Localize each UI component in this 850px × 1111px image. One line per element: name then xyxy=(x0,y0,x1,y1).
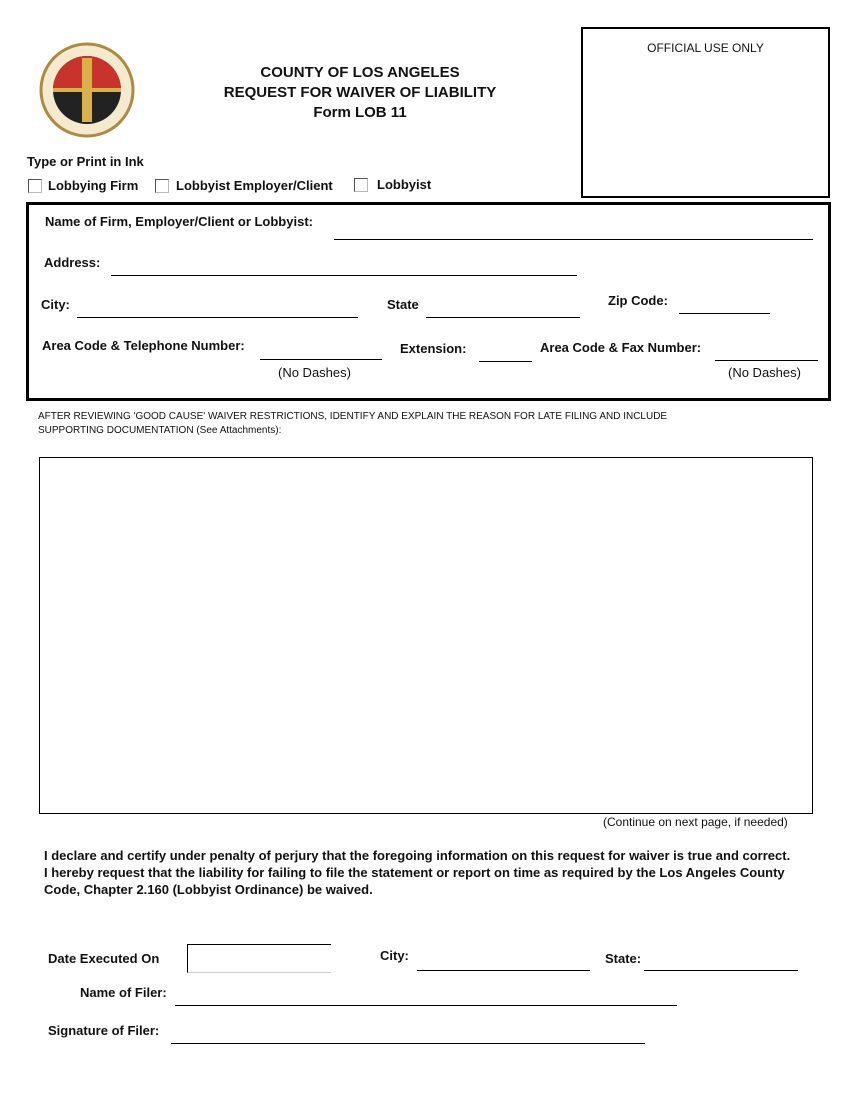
phone-hint: (No Dashes) xyxy=(278,365,351,380)
instructions: Type or Print in Ink xyxy=(27,154,144,169)
sig-city-field[interactable] xyxy=(417,970,590,971)
phone-field[interactable] xyxy=(260,359,382,360)
sig-city-label: City: xyxy=(380,948,409,963)
filer-info-box xyxy=(26,202,831,401)
address-label: Address: xyxy=(44,255,101,270)
county-seal-logo xyxy=(38,42,136,138)
continue-note: (Continue on next page, if needed) xyxy=(603,815,788,829)
explanation-textarea[interactable] xyxy=(39,457,813,814)
explain-line-2: SUPPORTING DOCUMENTATION (See Attachments): xyxy=(38,425,282,436)
checkbox-lobbyist[interactable] xyxy=(354,178,368,192)
signature-label: Signature of Filer: xyxy=(48,1023,160,1038)
signature-field[interactable] xyxy=(171,1043,645,1044)
explain-line-1: AFTER REVIEWING 'GOOD CAUSE' WAIVER RESTRICTIONS, IDENTIFY AND EXPLAIN THE REASON FOR LATE FILING AND INCLUDE xyxy=(38,411,668,422)
declaration-text: I declare and certify under penalty of perjury that the foregoing information on this request for waiver is true and correct. I hereby request that the liability for failing to file the statement or report on time as required by the Los Angeles County Code, Chapter 2.160 (Lobbyist Ordinance) be waived. xyxy=(44,848,791,897)
fax-field[interactable] xyxy=(715,360,818,361)
checkbox-label: Lobbyist Employer/Client xyxy=(176,178,333,193)
city-field[interactable] xyxy=(77,317,358,318)
extension-field[interactable] xyxy=(479,361,532,362)
sig-state-label: State: xyxy=(605,951,642,966)
fax-label: Area Code & Fax Number: xyxy=(540,340,702,355)
state-field[interactable] xyxy=(426,317,580,318)
official-use-box xyxy=(581,27,830,198)
filer-name-field[interactable] xyxy=(175,1005,677,1006)
name-field[interactable] xyxy=(334,239,813,240)
name-label: Name of Firm, Employer/Client or Lobbyist: xyxy=(45,214,313,229)
zip-label: Zip Code: xyxy=(608,293,668,308)
form-title xyxy=(180,63,540,123)
date-label: Date Executed On xyxy=(48,951,160,966)
explain-instructions xyxy=(38,410,667,438)
checkbox-lobbying-firm[interactable] xyxy=(28,179,42,193)
checkbox-employer-client[interactable] xyxy=(155,179,169,193)
phone-label: Area Code & Telephone Number: xyxy=(42,338,245,353)
form-number: Form LOB 11 xyxy=(313,104,407,121)
state-label: State xyxy=(387,297,419,312)
date-field[interactable] xyxy=(187,944,331,973)
extension-label: Extension: xyxy=(400,341,467,356)
sig-state-field[interactable] xyxy=(644,970,798,971)
fax-hint: (No Dashes) xyxy=(728,365,801,380)
filer-name-label: Name of Filer: xyxy=(80,985,167,1000)
official-use-label: OFFICIAL USE ONLY xyxy=(647,41,764,55)
checkbox-label: Lobbying Firm xyxy=(48,178,139,193)
checkbox-label: Lobbyist xyxy=(377,177,432,192)
zip-field[interactable] xyxy=(679,313,770,314)
address-field[interactable] xyxy=(111,275,577,276)
title-line-2: REQUEST FOR WAIVER OF LIABILITY xyxy=(223,84,497,101)
city-label: City: xyxy=(41,297,70,312)
title-line-1: COUNTY OF LOS ANGELES xyxy=(260,64,460,81)
